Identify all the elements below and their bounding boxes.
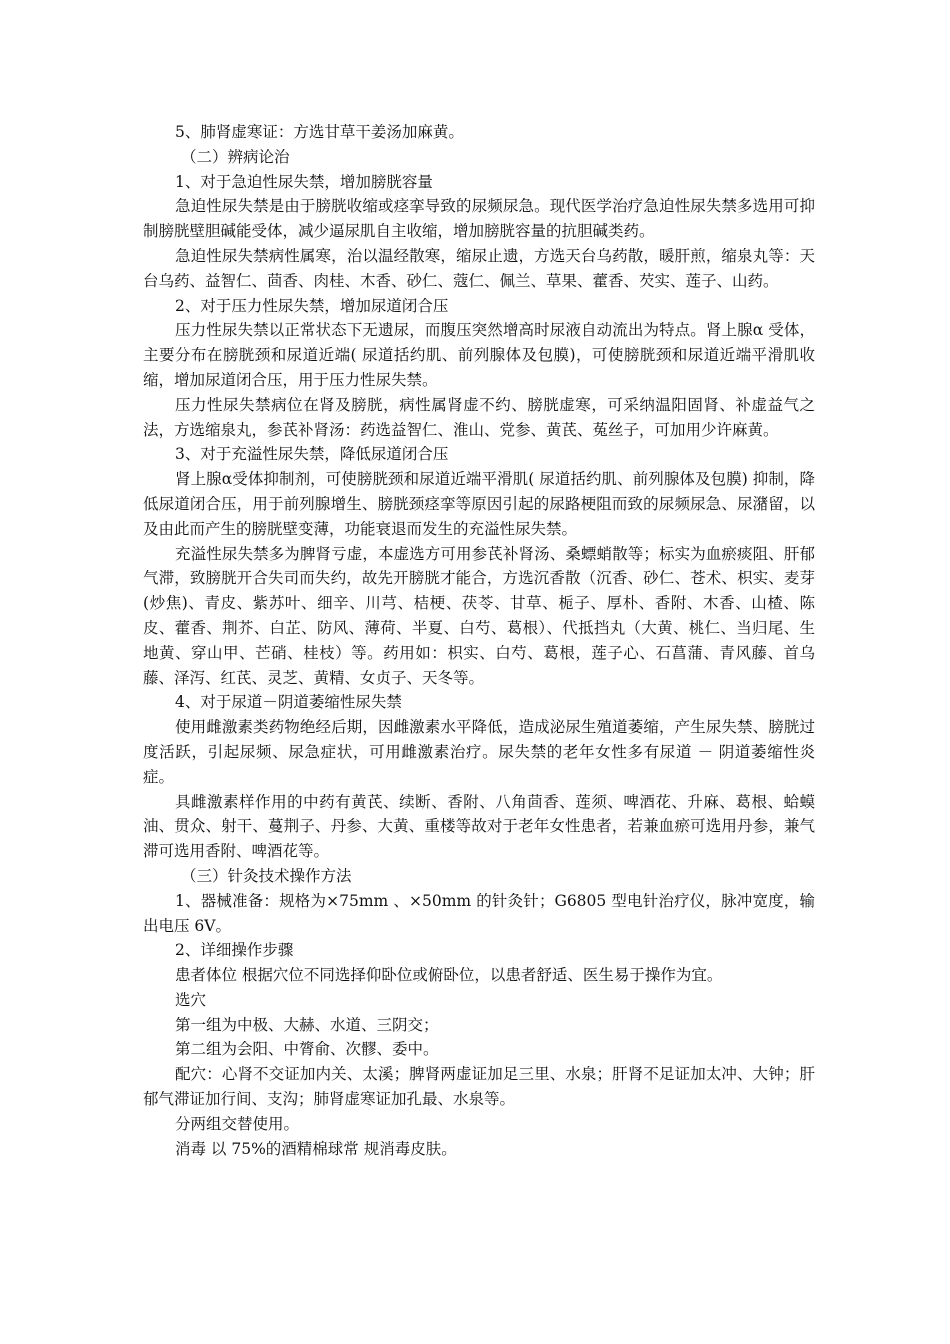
paragraph: 急迫性尿失禁病性属寒，治以温经散寒，缩尿止遗，方选天台乌药散，暖肝煎，缩泉丸等：天台乌药、益智仁、茴香、肉桂、木香、砂仁、蔻仁、佩兰、草果、藿香、芡实、莲子、山药。 [143, 246, 815, 290]
subsection-heading-steps: 2、详细操作步骤 [175, 941, 294, 960]
subsection-heading-3: 3、对于充溢性尿失禁，降低尿道闭合压 [175, 445, 449, 464]
paragraph: 具雌激素样作用的中药有黄芪、续断、香附、八角茴香、莲须、啤酒花、升麻、葛根、蛤蟆油、贯众、射干、蔓荆子、丹参、大黄、重楼等故对于老年女性患者，若兼血瘀可选用丹参，兼气滞可选用香附、啤酒花等。 [143, 792, 815, 861]
paragraph: 选穴 [175, 990, 207, 1009]
paragraph: 肾上腺α受体抑制剂，可使膀胱颈和尿道近端平滑肌( 尿道括约肌、前列腺体及包膜) 抑制，降低尿道闭合压，用于前列腺增生、膀胱颈痉挛等原因引起的尿路梗阻而致的尿频尿急、尿潴留，以及由此而产生的膀胱壁变薄，功能衰退而发生的充溢性尿失禁。 [143, 470, 815, 538]
paragraph: 患者体位 根据穴位不同选择仰卧位或俯卧位，以患者舒适、医生易于操作为宜。 [175, 966, 723, 985]
paragraph: 1、器械准备：规格为×75mm 、×50mm 的针灸针；G6805 型电针治疗仪，脉冲宽度，输出电压 6V。 [143, 891, 815, 935]
subsection-heading-1: 1、对于急迫性尿失禁，增加膀胱容量 [175, 172, 433, 191]
paragraph: 第二组为会阳、中膂俞、次髎、委中。 [175, 1040, 439, 1059]
section-heading-3: （三）针灸技术操作方法 [181, 866, 352, 885]
paragraph: 急迫性尿失禁是由于膀胱收缩或痉挛导致的尿频尿急。现代医学治疗急迫性尿失禁多选用可抑制膀胱壁胆碱能受体，减少逼尿肌自主收缩，增加膀胱容量的抗胆碱类药。 [143, 197, 815, 241]
paragraph: 消毒 以 75%的酒精棉球常 规消毒皮肤。 [175, 1139, 457, 1158]
document-body [143, 120, 815, 1161]
paragraph: 压力性尿失禁病位在肾及膀胱，病性属肾虚不约、膀胱虚寒，可采纳温阳固肾、补虚益气之法，方选缩泉丸，参芪补肾汤：药选益智仁、淮山、党参、黄芪、菟丝子，可加用少许麻黄。 [143, 395, 815, 439]
paragraph: 使用雌激素类药物绝经后期，因雌激素水平降低，造成泌尿生殖道萎缩，产生尿失禁、膀胱过度活跃，引起尿频、尿急症状，可用雌激素治疗。尿失禁的老年女性多有尿道 － 阴道萎缩性炎症。 [143, 718, 815, 786]
paragraph: 充溢性尿失禁多为脾肾亏虚，本虚选方可用参芪补肾汤、桑螵蛸散等；标实为血瘀痰阻、肝郁气滞，致膀胱开合失司而失约，故先开膀胱才能合，方选沉香散（沉香、砂仁、苍术、枳实、麦芽(炒焦)、青皮、紫苏叶、细辛、川芎、桔梗、茯苓、甘草、栀子、厚朴、香附、木香、山楂、陈皮、藿香、荆芥、白芷、防风、薄荷、半夏、白芍、葛根）、代抵挡丸（大黄、桃仁、当归尾、生地黄、穿山甲、芒硝、桂枝）等。药用如：枳实、白芍、葛根，莲子心、石菖蒲、青风藤、首乌藤、泽泻、红芪、灵芝、黄精、女贞子、天冬等。 [143, 544, 815, 687]
paragraph: 压力性尿失禁以正常状态下无遗尿，而腹压突然增高时尿液自动流出为特点。肾上腺α 受体，主要分布在膀胱颈和尿道近端( 尿道括约肌、前列腺体及包膜)，可使膀胱颈和尿道近端平滑肌收缩，增加尿道闭合压，用于压力性尿失禁。 [143, 321, 815, 389]
subsection-heading-4: 4、对于尿道－阴道萎缩性尿失禁 [175, 693, 402, 712]
syndrome-item-5: 5、肺肾虚寒证：方选甘草干姜汤加麻黄。 [175, 123, 464, 141]
subsection-heading-2: 2、对于压力性尿失禁，增加尿道闭合压 [175, 296, 449, 315]
paragraph: 配穴：心肾不交证加内关、太溪；脾肾两虚证加足三里、水泉；肝肾不足证加太冲、大钟；肝郁气滞证加行间、支沟；肺肾虚寒证加孔最、水泉等。 [143, 1065, 815, 1109]
paragraph: 分两组交替使用。 [175, 1114, 300, 1133]
paragraph: 第一组为中极、大赫、水道、三阴交； [175, 1015, 439, 1034]
section-heading-2: （二）辨病论治 [181, 147, 290, 166]
